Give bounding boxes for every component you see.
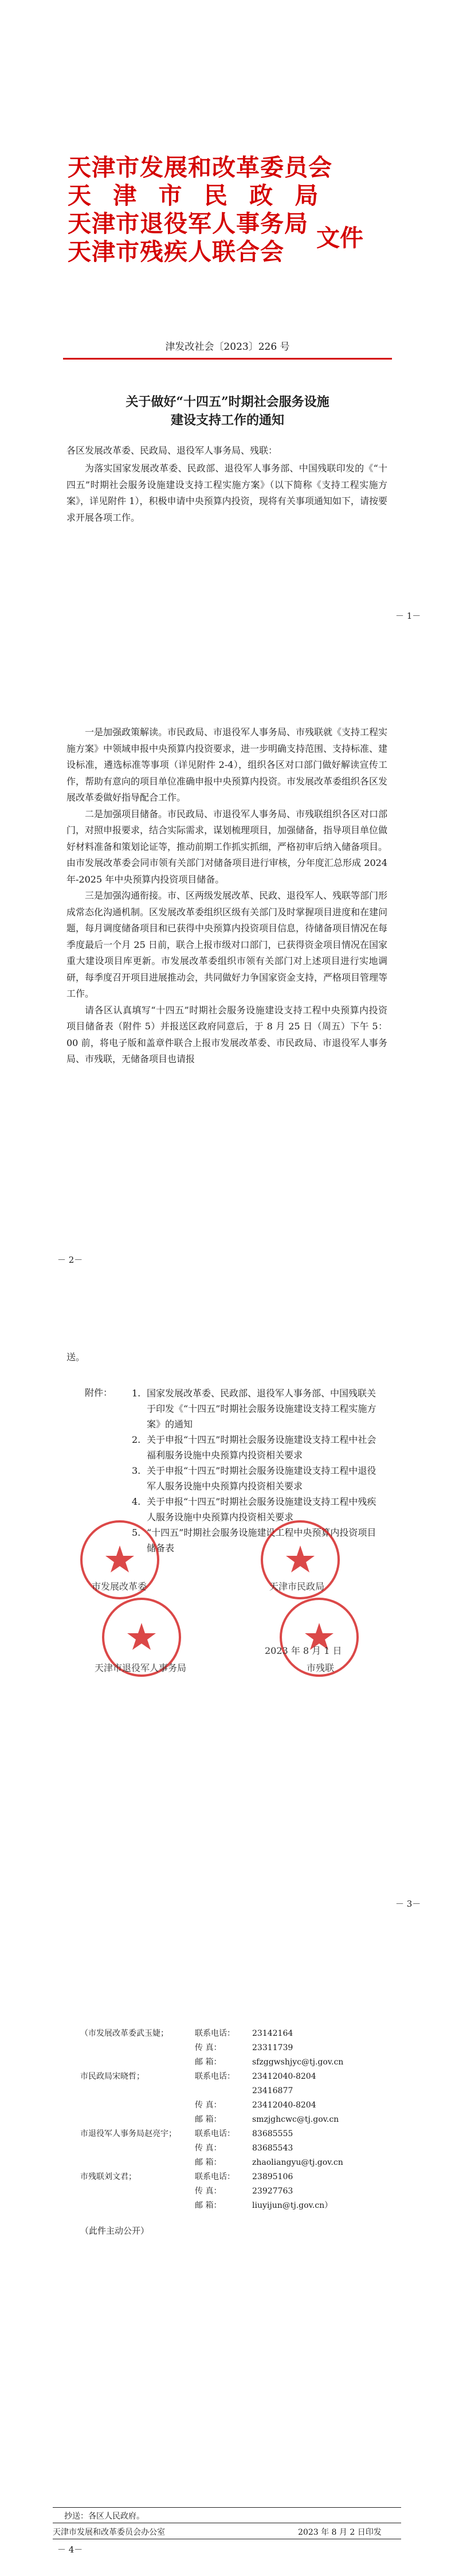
attachment-item: 1. 国家发展改革委、民政部、退役军人事务部、中国残联关于印发《“十四五”时期社会服务设施建设支持工程实施方案》的通知 [132, 1388, 376, 1430]
contact-row: 邮 箱： smzjghcwc@tj.gov.cn [195, 2115, 339, 2124]
attachment-item: 5. “十四五”时期社会服务设施建设工程中央预算内投资项目储备表 [132, 1527, 376, 1554]
attachments-list [132, 1385, 384, 1556]
paragraph-reserve: 二是加强项目储备。市民政局、市退役军人事务局、市残联组织各区对口部门，对照申报要求，结合实际需求，谋划梳理项目，加强储备，指导项目单位做好材料准备和策划论证等，推动前期工作抓实抓细，严格初审后纳入储备项目。由市发展改革委会同市领有关部门对储备项目进行审核，分年度汇总形成 2024 年-2025 年中央预算内投资项目储备。 [66, 808, 388, 885]
contact-row: 23416877 [252, 2086, 293, 2095]
page-1 [0, 0, 455, 644]
page-number: － 1－ [395, 611, 421, 621]
contact-row: 传 真： 23412040-8204 [195, 2101, 316, 2110]
contact-row: 传 真： 83685543 [195, 2144, 293, 2153]
issuer: 天津市发展和改革委员会办公室 [53, 2528, 165, 2537]
contact-row: 传 真： 23311739 [195, 2043, 293, 2052]
attachment-item: 3. 关于申报“十四五”时期社会服务设施建设支持工程中退役军人服务设施中央预算内投资相关要求 [132, 1465, 376, 1492]
contact-row: 邮 箱： zhaoliangyu@tj.gov.cn [195, 2158, 343, 2167]
attachments-heading: 附件： [85, 1387, 113, 1398]
authority-2: 天 津 市 民 政 局 [68, 182, 325, 209]
document-label: 文件 [316, 224, 363, 252]
salutation: 各区发展改革委、民政局、退役军人事务局、残联： [66, 445, 278, 456]
attachment-item: 2. 关于申报“十四五”时期社会服务设施建设支持工程中社会福利服务设施中央预算内投资相关要求 [132, 1434, 376, 1461]
contact-row: 市退役军人事务局赵亮宇； 联系电话： 83685555 [80, 2129, 293, 2138]
document-number: 津发改社会〔2023〕226 号 [165, 341, 290, 353]
intro-paragraph: 为落实国家发展改革委、民政部、退役军人事务部、中国残联印发的《“十四五”时期社会服务设施建设支持工程实施方案》（以下简称《支持工程实施方案》，详见附件 1），积极申请中央预算内投资，现将有关事项通知如下，请按要求开展各项工作。 [66, 463, 387, 523]
contact-row: 市民政局宋晓哲； 联系电话： 23412040-8204 [80, 2072, 316, 2081]
issue-date: 2023 年 8 月 2 日印发 [298, 2528, 382, 2537]
contact-row: 邮 箱： liuyijun@tj.gov.cn） [195, 2201, 333, 2210]
page-number: － 2－ [57, 1255, 83, 1265]
page-3 [0, 1288, 455, 1932]
signer-disabled-federation: 市残联 [307, 1662, 335, 1673]
red-divider [63, 358, 392, 360]
authority-1: 天津市发展和改革委员会 [68, 154, 332, 181]
page-4 [0, 1932, 455, 2576]
contact-row: 传 真： 23927763 [195, 2187, 293, 2196]
page-number: － 3－ [395, 1899, 421, 1909]
authority-4: 天津市残疾人联合会 [68, 238, 284, 266]
public-note: （此件主动公开） [80, 2226, 150, 2236]
cc-line: 抄送：各区人民政府。 [64, 2512, 144, 2521]
paragraph-coordination: 三是加强沟通衔接。市、区两级发展改革、民政、退役军人、残联等部门形成常态化沟通机制。区发展改革委组织区级有关部门及时掌握项目进度和在建问题，每月调度储备项目和已获得中央预算内投资项目信息，待储备项目情况在每季度最后一个月 25 日前，联合上报市级对口部门，已获得资金项目情况在国家重大建设项目库更新。市发展改革委组织市领有关部门对上述项目进行实地调研，每季度召开项目进展推动会，共同做好力争国家资金支持，严格项目管理等工作。 [66, 890, 388, 999]
page-2 [0, 644, 455, 1288]
sendoff-text: 送。 [66, 1352, 85, 1363]
signing-date: 2023 年 8 月 1 日 [265, 1645, 342, 1656]
signer-veterans: 天津市退役军人事务局 [95, 1662, 187, 1673]
signer-ndrc: 市发展改革委 [92, 1581, 147, 1592]
paragraph-policy: 一是加强政策解读。市民政局、市退役军人事务局、市残联就《支持工程实施方案》中领域申报中央预算内投资要求，进一步明确支持范围、支持标准、建设标准，遴选标准等事项（详见附件 2-4），组织各区对口部门做好解读宣传工作，帮助有意向的项目单位准确申报中央预算内投资。市发展改革委组织各区发展改革委做好指导配合工作。 [66, 727, 388, 803]
paragraph-submission: 请各区认真填写“十四五”时期社会服务设施建设支持工程中央预算内投资项目储备表（附件 5）并报送区政府同意后，于 8 月 25 日（周五）下午 5：00 前，将电子版和盖章件联合上报市发展改革委、市民政局、市退役军人事务局、市残联，无储备项目也请报 [66, 1004, 387, 1064]
title-line-2: 建设支持工作的通知 [170, 413, 284, 428]
contact-row: （市发展改革委武玉婕； 联系电话： 23142164 [80, 2029, 293, 2038]
contact-list [80, 2027, 367, 2213]
attachment-item: 4. 关于申报“十四五”时期社会服务设施建设支持工程中残疾人服务设施中央预算内投资相关要求 [132, 1496, 376, 1523]
footer-rule-top [53, 2507, 401, 2508]
title-line-1: 关于做好“十四五”时期社会服务设施 [125, 395, 330, 409]
page-number: － 4－ [57, 2544, 83, 2555]
contact-row: 市残联刘文君； 联系电话： 23895106 [80, 2172, 293, 2181]
authority-3: 天津市退役军人事务局 [68, 210, 308, 237]
signer-civil-affairs: 天津市民政局 [269, 1581, 325, 1592]
body-section [66, 724, 387, 1068]
contact-row: 邮 箱： sfzggwshjyc@tj.gov.cn [195, 2058, 344, 2067]
